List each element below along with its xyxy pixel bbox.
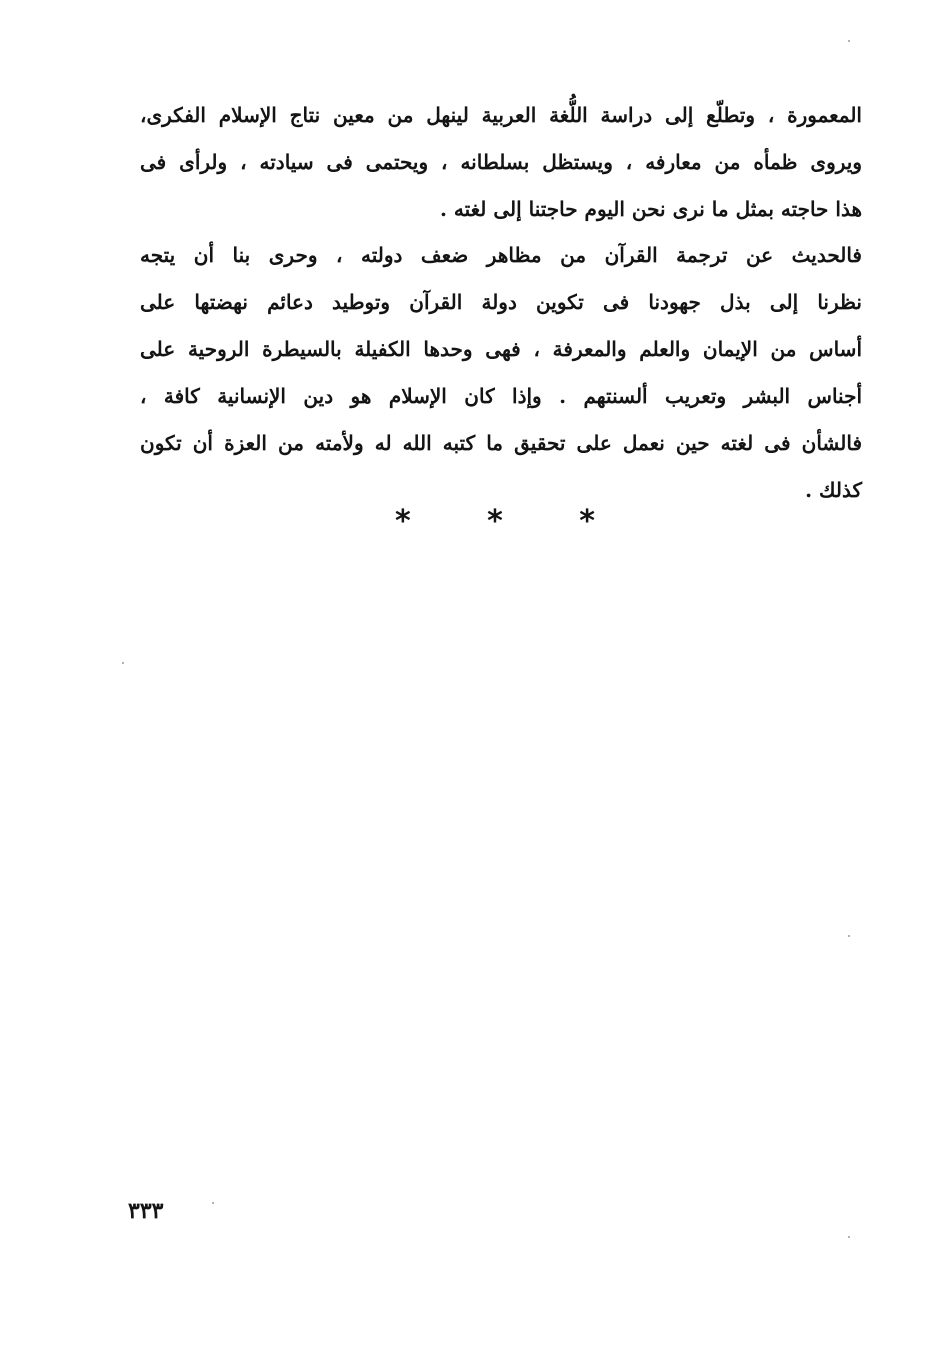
paragraph-2-line-5: فالشأن فى لغته حين نعمل على تحقيق ما كتبه الله له ولأمته من العزة أن تكون (140, 431, 862, 455)
paragraph-2-line-4: أجناس البشر وتعريب ألسنتهم . وإذا كان الإسلام هو دين الإنسانية كافة ، (140, 384, 862, 408)
paragraph-1-line-2: ويروى ظمأه من معارفه ، ويستظل بسلطانه ، ويحتمى فى سيادته ، ولرأى فى (140, 150, 862, 174)
paragraph-1 (140, 92, 862, 233)
paragraph-2-line-2: نظرنا إلى بذل جهودنا فى تكوين دولة القرآن وتوطيد دعائم نهضتها على (140, 290, 862, 314)
paragraph-2-line-3: أساس من الإيمان والعلم والمعرفة ، فهى وحدها الكفيلة بالسيطرة الروحية على (140, 337, 862, 361)
paragraph-2 (140, 232, 862, 514)
paragraph-2-line-1: فالحديث عن ترجمة القرآن من مظاهر ضعف دولته ، وحرى بنا أن يتجه (140, 243, 862, 267)
scan-speck (848, 1236, 850, 1238)
paragraph-1-line-1: المعمورة ، وتطلّع إلى دراسة اللُّغة العربية لينهل من معين نتاج الإسلام الفكرى، (140, 103, 862, 127)
scan-speck (212, 1202, 214, 1204)
scan-speck (848, 935, 850, 937)
paragraph-2-line-6: كذلك . (805, 478, 862, 502)
page-number: ٣٣٣ (128, 1198, 164, 1224)
separator-star-2: * (487, 504, 503, 539)
scan-speck (848, 40, 850, 42)
paragraph-1-line-3: هذا حاجته بمثل ما نرى نحن اليوم حاجتنا إلى لغته . (439, 197, 862, 221)
separator-star-3: * (579, 504, 595, 539)
section-separator (395, 502, 595, 542)
scan-speck (122, 662, 124, 664)
separator-star-1: * (395, 504, 411, 539)
